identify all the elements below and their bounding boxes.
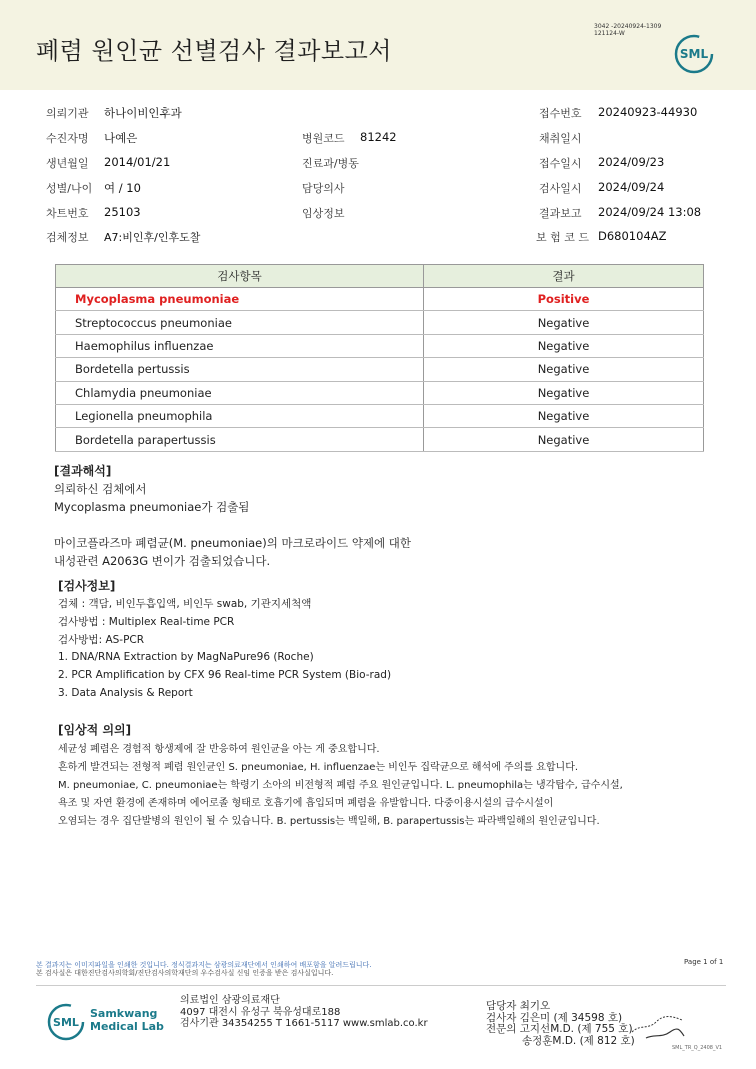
test-info-line: 검체 : 객담, 비인두흡입액, 비인두 swab, 기관지세척액 (58, 598, 312, 610)
label: 병원코드 (302, 132, 345, 145)
staff-list (486, 1001, 635, 1047)
table-row (56, 358, 704, 381)
info-row (0, 124, 756, 148)
column-header: 결과 (424, 265, 704, 288)
specimen: A7:비인후/인후도찰 (104, 231, 201, 244)
results-table (55, 264, 704, 452)
footer-note: 본 결과지는 이미지파일을 인쇄한 것입니다. 정식결과지는 삼광의료재단에서 인쇄하여 배포함을 알려드립니다. (36, 961, 372, 969)
interpretation-line: Mycoplasma pneumoniae가 검출됨 (54, 500, 250, 514)
test-info-line: 검사방법: AS-PCR (58, 634, 145, 646)
test-info-line: 검사방법 : Multiplex Real-time PCR (58, 616, 235, 628)
test-item: Haemophilus influenzae (56, 334, 424, 357)
patient-name: 나예은 (104, 131, 138, 145)
address-line: 검사기관 34354255 T 1661-5117 www.smlab.co.kr (180, 1018, 428, 1029)
test-item: Streptococcus pneumoniae (56, 311, 424, 334)
info-row (0, 199, 756, 223)
label: 검체정보 (46, 231, 89, 244)
clinical-line: 세균성 폐렴은 경험적 항생제에 잘 반응하여 원인균을 아는 게 중요합니다. (58, 744, 380, 755)
address-line: 의료법인 삼광의료재단 (180, 995, 280, 1006)
report-date: 2024/09/24 13:08 (598, 205, 702, 219)
insurance-code: D680104AZ (598, 229, 667, 243)
interpretation-title: [결과해석] (54, 464, 112, 478)
footer-notes (36, 961, 372, 977)
table-row (56, 381, 704, 404)
label: 임상정보 (302, 207, 345, 220)
interpretation-line: 내성관련 A2063G 변이가 검출되었습니다. (54, 554, 271, 568)
test-result: Negative (424, 311, 704, 334)
test-result: Negative (424, 404, 704, 427)
clinical-line: M. pneumoniae, C. pneumoniae는 학령기 소아의 비전형적 폐렴 주요 원인균입니다. L. pneumophila는 냉각탑수, 급수시설, (58, 780, 623, 791)
label: 보 험 코 드 (536, 231, 589, 244)
table-row (56, 311, 704, 334)
label: 차트번호 (46, 207, 89, 220)
receipt-date: 2024/09/23 (598, 155, 665, 169)
column-header: 검사항목 (56, 265, 424, 288)
table-row (56, 404, 704, 427)
label: 결과보고 (539, 207, 582, 220)
sml-logo-icon (674, 34, 714, 74)
test-date: 2024/09/24 (598, 180, 665, 194)
org-address (180, 995, 428, 1030)
form-code: SML_TR_Q_2408_V1 (672, 1045, 723, 1051)
staff-line: 검사자 김은미 (제 34598 호) (486, 1011, 623, 1024)
label: 접수일시 (539, 157, 582, 170)
staff-line: 전문의 고지선M.D. (제 755 호) (486, 1023, 633, 1035)
label: 의뢰기관 (46, 107, 89, 120)
referring-org: 하나이비인후과 (104, 106, 182, 120)
test-item: Bordetella pertussis (56, 358, 424, 381)
org-name (90, 1007, 164, 1033)
info-row (0, 174, 756, 198)
table-row (56, 428, 704, 451)
staff-line: 담당자 최기오 (486, 1000, 551, 1012)
signature-icon (628, 1008, 688, 1044)
test-item: Mycoplasma pneumoniae (56, 288, 424, 311)
document-code-line: 121124-W (594, 30, 625, 37)
receipt-no: 20240923-44930 (598, 105, 698, 119)
page-number: Page 1 of 1 (684, 958, 724, 966)
clinical-line: 욕조 및 자연 환경에 존재하며 에어로졸 형태로 호흡기에 흡입되며 폐렴을 유발합니다. 다중이용시설의 급수시설이 (58, 798, 554, 809)
clinical-line: 오염되는 경우 집단발병의 원인이 될 수 있습니다. B. pertussis는 백일해, B. parapertussis는 파라백일해의 원인균입니다. (58, 816, 600, 827)
test-result: Negative (424, 381, 704, 404)
label: 접수번호 (539, 107, 582, 120)
sml-footer-logo-icon (46, 1002, 86, 1042)
info-row (0, 99, 756, 123)
test-item: Legionella pneumophila (56, 404, 424, 427)
report-header (0, 0, 756, 90)
test-item: Bordetella parapertussis (56, 428, 424, 451)
clinical-line: 흔하게 발견되는 전형적 폐렴 원인균인 S. pneumoniae, H. influenzae는 비인두 집락균으로 해석에 주의를 요합니다. (58, 762, 579, 773)
info-row (0, 149, 756, 173)
org-name-line: Samkwang (90, 1007, 158, 1020)
test-result: Positive (424, 288, 704, 311)
report-title: 폐렴 원인균 선별검사 결과보고서 (36, 37, 392, 65)
label: 채취일시 (539, 132, 582, 145)
footer-note: 본 검사실은 대한진단검사의학회/진단검사의학재단의 우수검사실 신임 인증을 받은 검사실입니다. (36, 969, 334, 977)
sex-age: 여 / 10 (104, 181, 141, 195)
address-line: 4097 대전시 유성구 북유성대로188 (180, 1006, 341, 1018)
document-code (594, 23, 661, 37)
test-item: Chlamydia pneumoniae (56, 381, 424, 404)
label: 진료과/병동 (302, 157, 359, 170)
test-info-line: 1. DNA/RNA Extraction by MagNaPure96 (Roche) (58, 651, 314, 663)
label: 수진자명 (46, 132, 89, 145)
label: 검사일시 (539, 182, 582, 195)
clinical-title: [임상적 의의] (58, 723, 132, 737)
hospital-code: 81242 (360, 130, 397, 144)
label: 생년월일 (46, 157, 89, 170)
chart-no: 25103 (104, 205, 141, 219)
svg-text:SML: SML (679, 47, 709, 61)
document-code-line: 3042 -20240924-1309 (594, 23, 662, 30)
org-name-line: Medical Lab (90, 1020, 164, 1033)
table-header-row (56, 265, 704, 288)
staff-line: 송정훈M.D. (제 812 호) (522, 1034, 635, 1047)
label: 담당의사 (302, 182, 345, 195)
test-info-title: [검사정보] (58, 579, 116, 593)
test-info-line: 3. Data Analysis & Report (58, 687, 193, 699)
table-row (56, 334, 704, 357)
test-result: Negative (424, 334, 704, 357)
interpretation-line: 마이코플라즈마 폐렴균(M. pneumoniae)의 마크로라이드 약제에 대한 (54, 536, 412, 550)
birth-date: 2014/01/21 (104, 155, 171, 169)
footer-divider (36, 985, 726, 986)
interpretation-line: 의뢰하신 검체에서 (54, 482, 147, 496)
svg-text:SML: SML (53, 1016, 79, 1029)
label: 성별/나이 (46, 182, 93, 195)
test-result: Negative (424, 358, 704, 381)
test-result: Negative (424, 428, 704, 451)
info-row (0, 223, 756, 247)
table-row (56, 288, 704, 311)
test-info-line: 2. PCR Amplification by CFX 96 Real-time PCR System (Bio-rad) (58, 669, 392, 681)
